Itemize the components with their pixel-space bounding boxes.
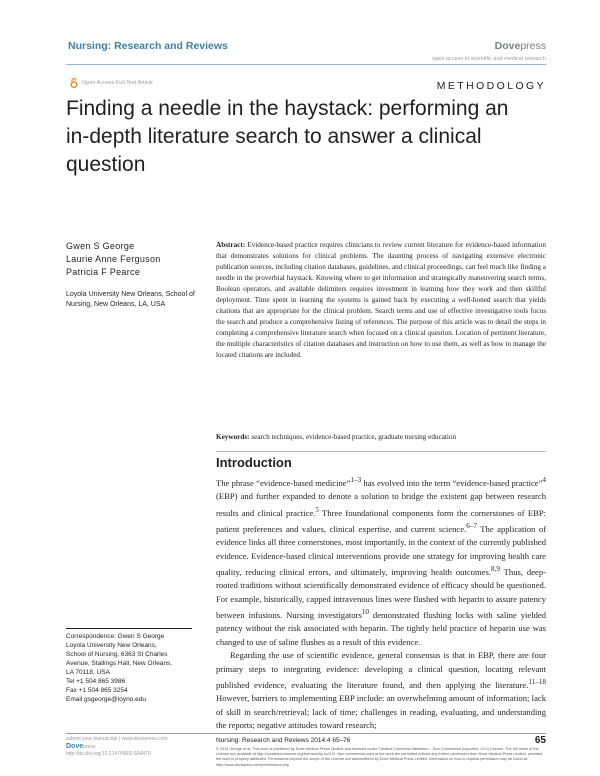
citation-ref[interactable]: 4 (542, 476, 546, 484)
author-name: Patricia F Pearce (66, 267, 141, 277)
publisher-logo-bold: Dove (494, 40, 521, 52)
correspondence-rule (66, 628, 192, 629)
journal-title[interactable]: Nursing: Research and Reviews (68, 40, 228, 52)
footer-logo[interactable] (66, 743, 168, 751)
correspondence-line: Tel +1 504 865 3986 (66, 678, 126, 685)
citation-ref[interactable]: 1–3 (350, 476, 362, 484)
doi-link[interactable]: http://dx.doi.org/10.2147/NRR.S64470 (66, 751, 151, 757)
correspondence-line: Avenue, Stallings Hall, New Orleans, (66, 660, 173, 667)
correspondence-email[interactable]: Email gsgeorge@loyno.edu (66, 696, 146, 703)
correspondence-line: LA 70118, USA (66, 669, 110, 676)
citation-ref[interactable]: 10 (361, 608, 369, 617)
footer-rule (66, 733, 546, 734)
publisher-logo[interactable] (495, 40, 546, 52)
open-access-label: Open Access Full Text Article (82, 80, 153, 86)
author-list (66, 240, 161, 279)
footer-logo-light: press (83, 744, 96, 750)
introduction-body (216, 474, 546, 732)
author-name: Laurie Anne Ferguson (66, 254, 161, 264)
author-name: Gwen S George (66, 241, 135, 251)
correspondence-line: Correspondence: Gwen S George (66, 633, 165, 640)
abstract-text: Evidence-based practice requires clinicians to review current literature for evidence-based information that demonstrates solutions for clinical problems. The daunting process of navigating extensive electronic publication sources, including citation databases, guidelines, and clinical proceedings, can feel much like finding a needle in the proverbial haystack. Knowing where to get information and strategically maneuvering search terms, Boolean operators, and available delimiters requires investment in learning how they work and then skillful deployment. Time spent in learning the systems is gained back by executing a well-honed search that yields citations that are appropriate for the clinical problem. Search terms and use of effective investigative tools focus the search and produce a comprehensive listing of references. The purpose of this article was to detail the steps in completing a comprehensive literature search when focused on a clinical question. Location of pertinent literature, the multiple characteristics of citation databases and instruction on how to use them, as well as how to manage the located citations are included. (216, 241, 546, 359)
citation-ref[interactable]: 8,9 (490, 565, 500, 574)
author-affiliation: Loyola University New Orleans, School of Nursing, New Orleans, LA, USA (66, 291, 195, 308)
page-number: 65 (534, 735, 546, 746)
header-rule (66, 64, 546, 65)
submit-manuscript-link[interactable]: submit your manuscript | www.dovepress.com (66, 736, 168, 742)
keywords-text: search techniques, evidence-based practice, graduate nursing education (251, 433, 457, 441)
license-text: © 2014 George et al. This work is published by Dove Medical Press Limited, and licensed under Creative Commons Attribution – Non Commercial (unported, v3.0) License. The full terms of the License are available at http://creativecommons.org/licenses/by-nc/3.0/. Non-commercial uses of the work are permitted without any further permission from Dove Medical Press Limited, provided the work is properly attributed. Permissions beyond the scope of the License are administered by Dove Medical Press Limited. Information on how to request permission may be found at: http://www.dovepress.com/permissions.php (216, 747, 543, 767)
publisher-logo-light: press (520, 40, 546, 52)
paragraph: The phrase “evidence-based medicine”$^{1-3}$ has evolved into the term “evidence-based practice”$^4$ (EBP) and further expanded to denote a solution to bridge the existent gap between research results and clinical practice.$^5$ Three foundational components form the cornerstones of EBP: patient preferences and values, clinical expertise, and current science.$^{6-7}$ The application of evidence links all three cornerstones, most importantly, in the context of the currently published evidence. Evidence-based clinical interventions provide one strategy for improving health care quality, reducing clinical errors, and ultimately, improving health outcomes.$^{8,9}$ Thus, deep-rooted traditions without scientifically demonstrated evidence of efficacy should be questioned. For example, historically, capped intravenous lines were flushed with heparin to assure patency between infusions. Nursing investigators$^{10}$ demonstrated flushing locks with saline yielded patency without the risk associated with heparin. The tightly held practice of heparin use was changed to use of saline flushes as a result of this evidence. (216, 476, 547, 647)
open-access-lock-icon (70, 78, 78, 88)
footer-left (66, 736, 168, 758)
introduction-heading: Introduction (216, 455, 292, 470)
keywords-label: Keywords: (216, 433, 250, 441)
article-title: Finding a needle in the haystack: performing an in-depth literature search to answer a clinical question (66, 97, 509, 176)
open-access-badge (70, 78, 153, 88)
correspondence-line: Fax +1 504 865 3254 (66, 687, 128, 694)
footer-citation: Nursing: Research and Reviews 2014:4 65–76 (216, 737, 351, 744)
citation-ref[interactable]: 6–7 (466, 521, 477, 530)
section-label: METHODOLOGY (436, 80, 546, 92)
abstract (216, 240, 546, 361)
paragraph: Regarding the use of scientific evidence, general consensus is that in EBP, there are four primary steps to integrating evidence: developing a clinical question, locating relevant published evidence, evaluating the literature found, and then applying the literature.$^{11-18}$ However, barriers to implementing EBP include: an overwhelming amount of information; lack of skill in search/retrieval; lack of time; challenges in reading, evaluating, and understanding the reports; negative attitudes toward research; (216, 650, 546, 731)
correspondence-line: Loyola University New Orleans, (66, 642, 157, 649)
keywords (216, 432, 546, 442)
correspondence-line: School of Nursing, 6363 St Charles (66, 651, 168, 658)
publisher-tagline: open access to scientific and medical research (432, 56, 546, 62)
citation-ref[interactable]: 5 (315, 505, 319, 514)
abstract-label: Abstract: (216, 241, 246, 249)
abstract-divider (216, 451, 546, 452)
correspondence-block (66, 632, 206, 704)
citation-ref[interactable]: 11–18 (528, 677, 546, 686)
footer-logo-bold: Dove (66, 743, 84, 750)
